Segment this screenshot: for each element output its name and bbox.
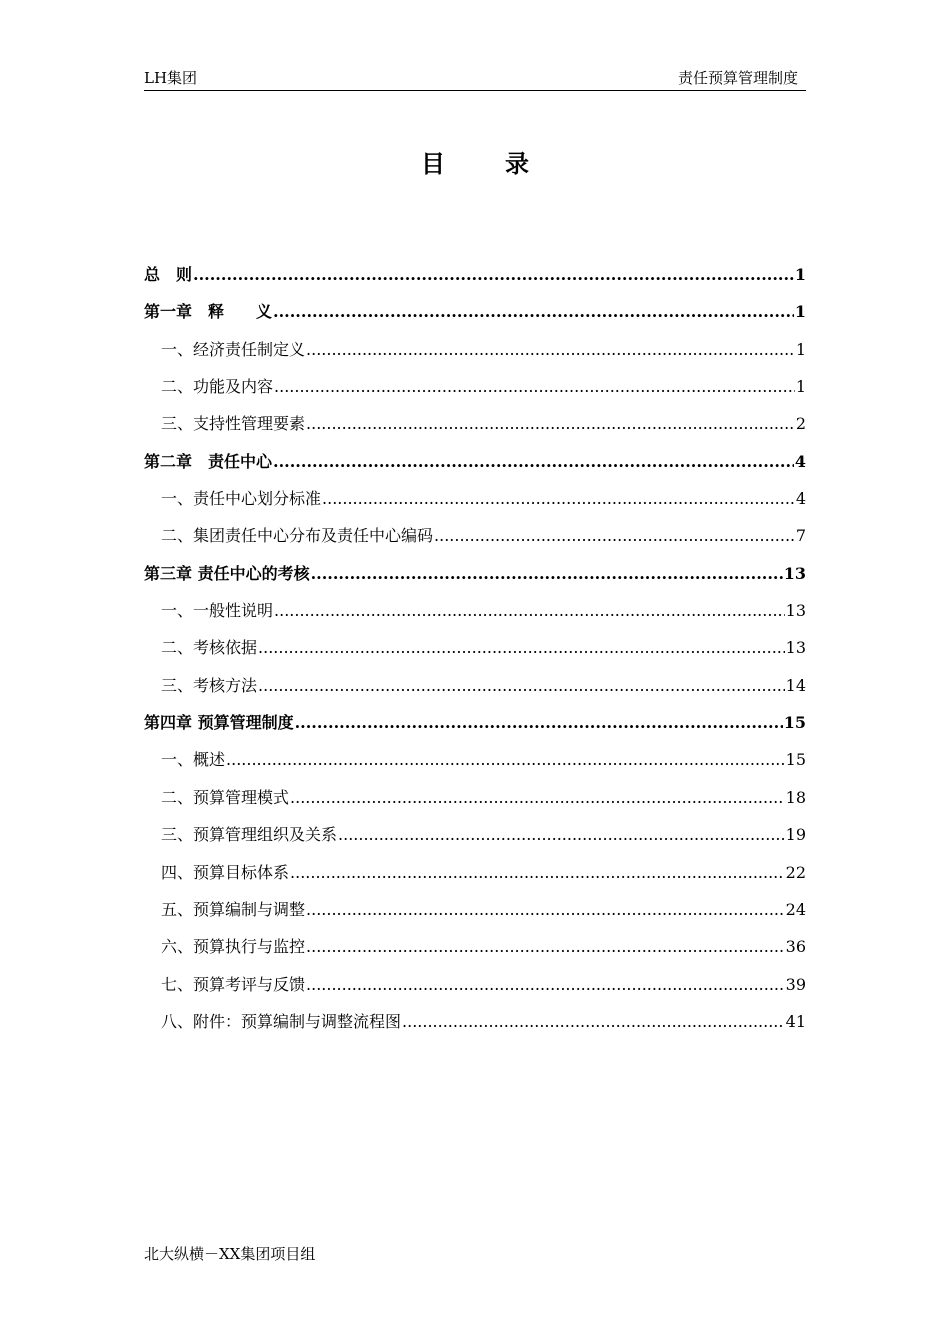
toc-page-number: 19	[785, 825, 806, 845]
toc-entry-title: 一、经济责任制定义	[161, 339, 306, 359]
toc-chapter-entry[interactable]	[144, 561, 806, 598]
toc-page-number: 4	[794, 451, 806, 471]
toc-dot-leader	[274, 374, 795, 400]
toc-section-entry[interactable]	[144, 1009, 806, 1046]
toc-entry-title: 四、预算目标体系	[161, 862, 290, 882]
toc-section-entry[interactable]	[144, 411, 806, 448]
toc-chapter-entry[interactable]	[144, 710, 806, 747]
toc-page-number: 14	[785, 675, 806, 695]
toc-dot-leader	[193, 262, 794, 288]
toc-page-number: 39	[785, 974, 806, 994]
toc-section-entry[interactable]	[144, 486, 806, 523]
toc-entry-title: 八、附件：预算编制与调整流程图	[161, 1011, 402, 1031]
toc-entry-title: 一、责任中心划分标准	[161, 489, 322, 509]
toc-section-entry[interactable]	[144, 934, 806, 971]
toc-dot-leader	[226, 747, 785, 773]
toc-entry-title: 二、考核依据	[161, 638, 258, 658]
toc-chapter-entry[interactable]	[144, 262, 806, 299]
toc-section-entry[interactable]	[144, 972, 806, 1009]
toc-section-entry[interactable]	[144, 860, 806, 897]
toc-page-number: 7	[795, 526, 806, 546]
toc-page-number: 1	[794, 302, 806, 322]
toc-section-entry[interactable]	[144, 822, 806, 859]
toc-dot-leader	[338, 822, 785, 848]
toc-entry-title: 总 则	[144, 265, 193, 284]
toc-dot-leader	[311, 561, 783, 587]
toc-entry-title: 五、预算编制与调整	[161, 899, 306, 919]
toc-page-number: 15	[785, 750, 806, 770]
page-footer: 北大纵横－XX集团项目组	[144, 1245, 316, 1263]
toc-entry-title: 七、预算考评与反馈	[161, 974, 306, 994]
toc-section-entry[interactable]	[144, 635, 806, 672]
toc-section-entry[interactable]	[144, 523, 806, 560]
toc-dot-leader	[290, 860, 785, 886]
toc-page-number: 1	[794, 265, 806, 284]
toc-page-number: 1	[795, 339, 806, 359]
toc-dot-leader	[434, 523, 795, 549]
toc-page-number: 41	[785, 1011, 806, 1031]
toc-dot-leader	[273, 299, 794, 325]
toc-page-number: 22	[785, 862, 806, 882]
toc-page-number: 24	[785, 899, 806, 919]
toc-section-entry[interactable]	[144, 673, 806, 710]
toc-entry-title: 二、集团责任中心分布及责任中心编码	[161, 526, 434, 546]
toc-page-number: 1	[795, 377, 806, 397]
toc-entry-title: 第一章 释 义	[144, 302, 273, 322]
header-company: LH集团	[144, 69, 198, 87]
toc-chapter-entry[interactable]	[144, 299, 806, 336]
toc-page-number: 15	[783, 713, 806, 733]
toc-dot-leader	[306, 897, 785, 923]
toc-page-number: 13	[785, 638, 806, 658]
toc-dot-leader	[295, 710, 783, 736]
toc-page-number: 2	[795, 414, 806, 434]
toc-page-number: 4	[795, 489, 806, 509]
toc-title: 目录	[421, 149, 589, 178]
toc-page-number: 36	[785, 937, 806, 957]
toc-entry-title: 一、一般性说明	[161, 601, 274, 621]
toc-entry-title: 二、预算管理模式	[161, 787, 290, 807]
toc-dot-leader	[402, 1009, 785, 1035]
toc-entry-title: 三、考核方法	[161, 675, 258, 695]
toc-dot-leader	[322, 486, 795, 512]
toc-dot-leader	[306, 411, 795, 437]
toc-entry-title: 第三章 责任中心的考核	[144, 563, 310, 583]
toc-dot-leader	[306, 972, 785, 998]
toc-chapter-entry[interactable]	[144, 449, 806, 486]
toc-dot-leader	[258, 635, 785, 661]
toc-section-entry[interactable]	[144, 897, 806, 934]
toc-section-entry[interactable]	[144, 785, 806, 822]
toc-section-entry[interactable]	[144, 374, 806, 411]
toc-entry-title: 二、功能及内容	[161, 377, 274, 397]
toc-page-number: 13	[785, 601, 806, 621]
toc-dot-leader	[258, 673, 785, 699]
toc-page-number: 18	[785, 787, 806, 807]
toc-section-entry[interactable]	[144, 598, 806, 635]
toc-dot-leader	[306, 934, 785, 960]
toc-entry-title: 第四章 预算管理制度	[144, 713, 294, 733]
toc-entry-title: 三、预算管理组织及关系	[161, 825, 338, 845]
toc-dot-leader	[274, 598, 785, 624]
toc-section-entry[interactable]	[144, 337, 806, 374]
table-of-contents	[144, 262, 806, 1046]
header-document-title: 责任预算管理制度	[677, 69, 798, 87]
toc-dot-leader	[290, 785, 785, 811]
toc-dot-leader	[273, 449, 794, 475]
toc-section-entry[interactable]	[144, 747, 806, 784]
toc-page-number: 13	[783, 563, 806, 583]
page-header	[144, 68, 806, 91]
toc-entry-title: 三、支持性管理要素	[161, 414, 306, 434]
toc-entry-title: 第二章 责任中心	[144, 451, 273, 471]
toc-entry-title: 六、预算执行与监控	[161, 937, 306, 957]
toc-entry-title: 一、概述	[161, 750, 226, 770]
toc-dot-leader	[306, 337, 795, 363]
